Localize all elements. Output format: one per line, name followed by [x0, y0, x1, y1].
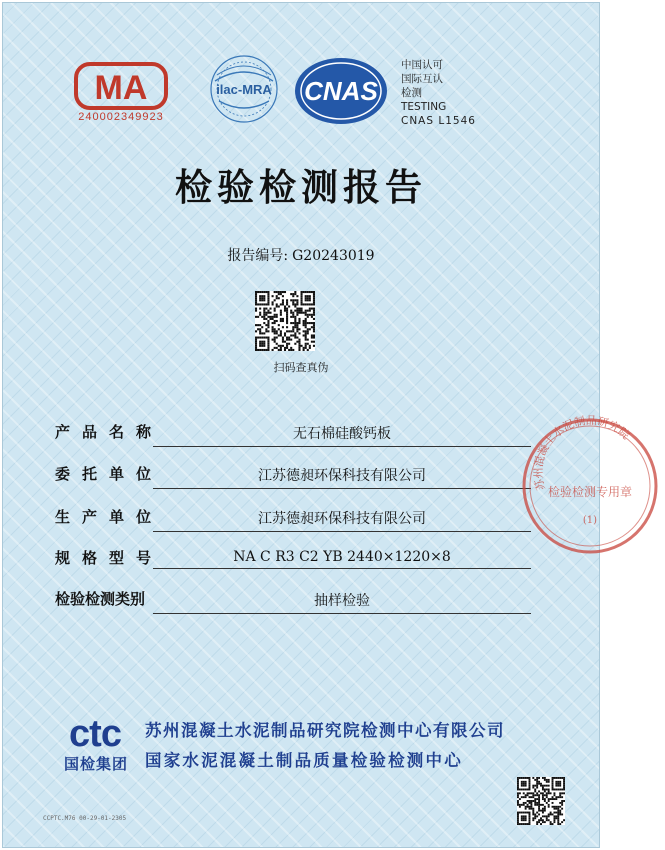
product-name-value: 无石棉硅酸钙板	[153, 423, 531, 447]
cnas-line: 国际互认	[401, 73, 443, 85]
cnas-logo-text: CNAS	[304, 76, 378, 106]
footer-qr-code[interactable]	[517, 777, 565, 825]
report-title: 检验检测报告	[175, 165, 427, 209]
ilac-mra-logo	[201, 53, 287, 129]
cnas-line: 中国认可	[401, 59, 443, 71]
cnas-logo	[293, 55, 389, 127]
document-serial: CCPTC.M76 00-29-01-2305	[43, 815, 127, 822]
organization-line-2: 国家水泥混凝土制品质量检验检测中心	[145, 751, 463, 770]
cnas-line: 检测	[401, 87, 422, 99]
organization-line-1: 苏州混凝土水泥制品研究院检测中心有限公司	[145, 721, 505, 740]
ma-logo-text: MA	[94, 69, 148, 107]
client-label: 委托单位	[55, 465, 151, 483]
product-name-label: 产品名称	[55, 423, 151, 441]
manufacturer-label: 生产单位	[55, 508, 151, 526]
svg-text:苏州混凝土水泥制品研究院: 苏州混凝土水泥制品研究院	[531, 414, 633, 492]
test-category-label: 检验检测类别	[55, 590, 146, 608]
verification-qr-code[interactable]	[255, 291, 315, 351]
qr-caption: 扫码查真伪	[273, 361, 329, 374]
report-number-label: 报告编号:	[227, 248, 289, 264]
stamp-number: (1)	[582, 515, 598, 526]
svg-text:检验检测专用章: 检验检测专用章	[547, 485, 633, 499]
manufacturer-value: 江苏德昶环保科技有限公司	[153, 508, 531, 532]
group-name: 国检集团	[63, 755, 128, 773]
report-number-value: G20243019	[292, 248, 375, 264]
cnas-accreditation-text	[401, 58, 476, 128]
test-category-value: 抽样检验	[153, 590, 531, 614]
report-number	[3, 245, 599, 265]
certificate-page	[2, 2, 633, 848]
ctc-logo-text: ctc	[69, 713, 121, 755]
cnas-line: CNAS L1546	[401, 115, 476, 127]
specification-value: NA C R3 C2 YB 2440×1220×8	[153, 549, 531, 569]
ma-certificate-number: 240002349923	[78, 111, 164, 123]
ilac-logo-text: ilac-MRA	[216, 82, 272, 97]
ctc-logo	[55, 713, 135, 755]
official-seal-stamp	[515, 411, 665, 561]
client-value: 江苏德昶环保科技有限公司	[153, 465, 531, 489]
cnas-line: TESTING	[401, 101, 447, 113]
specification-label: 规格型号	[55, 549, 151, 567]
